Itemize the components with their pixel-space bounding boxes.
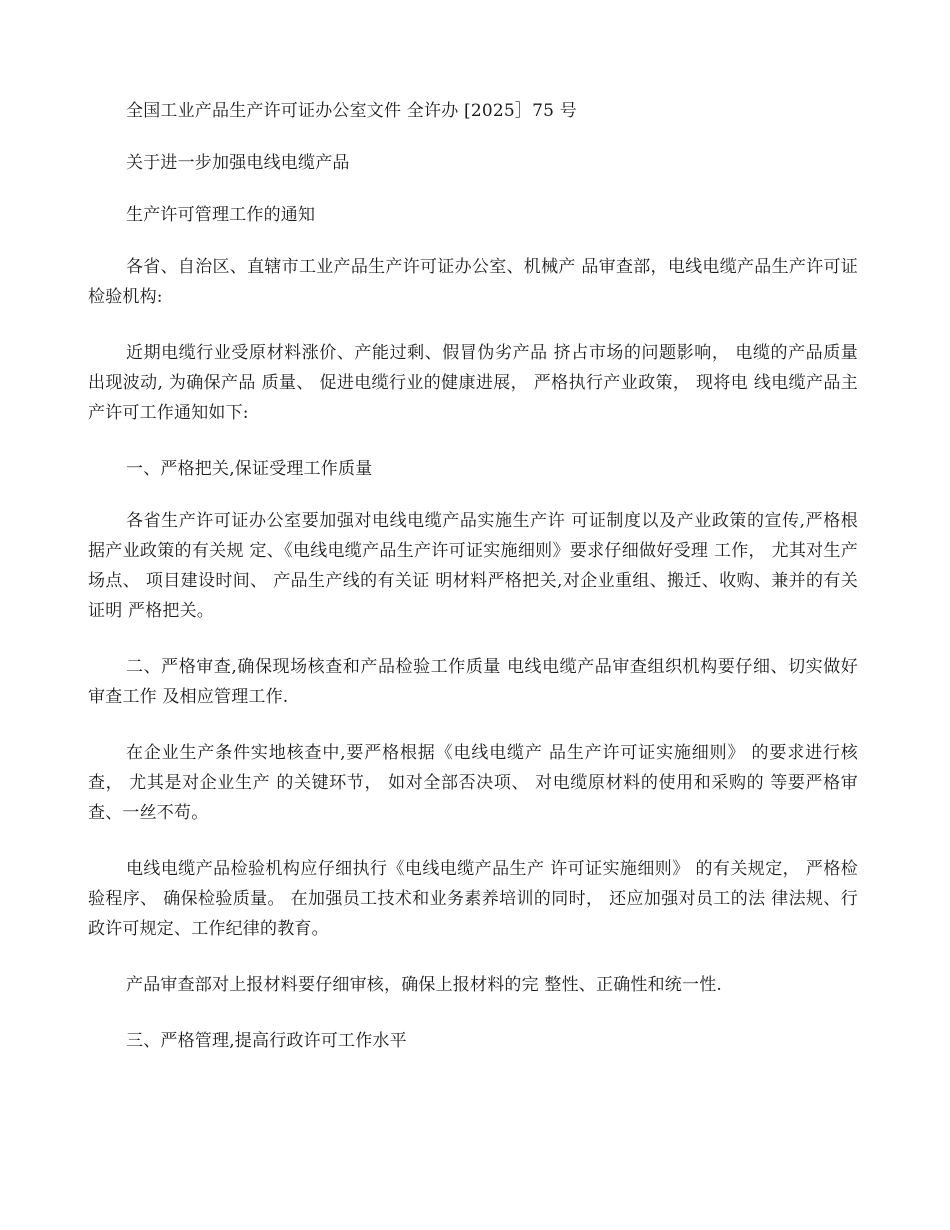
paragraph-section-2-c: 产品审查部对上报材料要仔细审核，确保上报材料的完 整性、正确性和统一性.: [126, 975, 723, 995]
document-header-line: 全国工业产品生产许可证办公室文件 全许办 [2025］75 号: [126, 101, 577, 121]
section-heading-3: 三、严格管理,提高行政许可工作水平: [126, 1031, 407, 1051]
paragraph-section-1: 各省生产许可证办公室要加强对电线电缆产品实施生产许 可证制度以及产业政策的宣传,严格根据产业政策的有关规 定、《电线电缆产品生产许可证实施细则》要求仔细做好受理 工作， 尤其对生产场点、 项目建设时间、 产品生产线的有关证 明材料严格把关,对企业重组、搬迁、收购、兼并的有关证明 严格把关。: [88, 511, 858, 621]
document-addressee: 各省、自治区、直辖市工业产品生产许可证办公室、机械产 品审查部，电线电缆产品生产许可证检验机构:: [88, 257, 858, 307]
document-title-line-1: 关于进一步加强电线电缆产品: [126, 153, 350, 173]
paragraph-section-2-b: 电线电缆产品检验机构应仔细执行《电线电缆产品生产 许可证实施细则》 的有关规定， 严格检验程序、 确保检验质量。 在加强员工技术和业务素养培训的同时， 还应加强对员工的法 律法规、行政许可规定、工作纪律的教育。: [88, 859, 858, 939]
section-heading-1: 一、严格把关,保证受理工作质量: [126, 459, 373, 479]
document-title-line-2: 生产许可管理工作的通知: [126, 205, 316, 225]
section-heading-2: 二、严格审查,确保现场核查和产品检验工作质量 电线电缆产品审查组织机构要仔细、切实做好审查工作 及相应管理工作.: [88, 657, 858, 707]
paragraph-section-2-a: 在企业生产条件实地核查中,要严格根据《电线电缆产 品生产许可证实施细则》 的要求进行核查， 尤其是对企业生产 的关键环节， 如对全部否决项、 对电缆原材料的使用和采购的 等要严格审查、一丝不苟。: [88, 743, 858, 823]
paragraph-intro: 近期电缆行业受原材料涨价、产能过剩、假冒伪劣产品 挤占市场的问题影响， 电缆的产品质量出现波动, 为确保产品 质量、 促进电缆行业的健康进展， 严格执行产业政策， 现将电 线电缆产品主产许可工作通知如下:: [88, 343, 858, 423]
